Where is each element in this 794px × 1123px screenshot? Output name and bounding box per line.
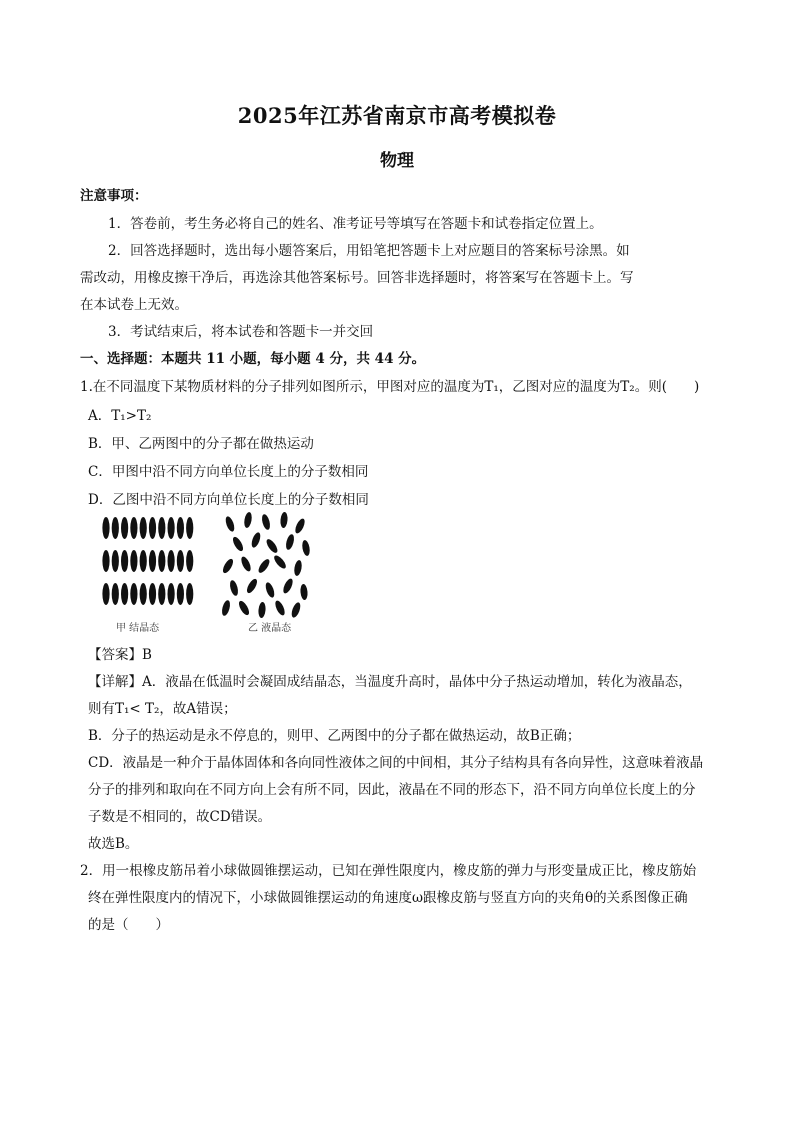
crystal-molecule — [130, 550, 137, 572]
crystal-molecule — [149, 550, 156, 572]
question-1-option-d: D．乙图中沿不同方向单位长度上的分子数相同 — [88, 492, 369, 508]
question-1-stem: 1.在不同温度下某物质材料的分子排列如图所示，甲图对应的温度为T₁，乙图对应的温度为T₂。则( ) — [80, 379, 700, 395]
crystal-molecule — [158, 583, 165, 605]
crystal-molecule — [130, 583, 137, 605]
crystal-molecule — [112, 517, 119, 539]
crystal-molecule — [149, 517, 156, 539]
subject-title: 物理 — [380, 151, 414, 171]
crystal-molecule — [102, 583, 109, 605]
crystal-molecule — [168, 583, 175, 605]
crystal-molecule — [168, 517, 175, 539]
question-2-stem-line-3: 的是（ ） — [88, 917, 169, 933]
notice-item-2-line-1: 2．回答选择题时，选出每小题答案后，用铅笔把答题卡上对应题目的答案标号涂黑。如 — [108, 243, 630, 259]
question-1-detail-line-1: 【详解】A．液晶在低温时会凝固成结晶态，当温度升高时，晶体中分子热运动增加，转化为液晶态， — [88, 674, 692, 690]
crystal-molecule — [177, 550, 184, 572]
question-1-detail-line-6: 子数是不相同的，故CD错误。 — [88, 809, 272, 825]
crystal-molecule — [186, 517, 193, 539]
crystal-state-caption: 甲 结晶态 — [116, 623, 160, 634]
crystal-molecule — [121, 550, 128, 572]
crystal-molecule — [121, 583, 128, 605]
question-1-detail-line-2: 则有T₁< T₂，故A错误； — [88, 701, 237, 717]
crystal-molecule — [130, 517, 137, 539]
crystal-molecule — [168, 550, 175, 572]
question-1-option-b: B．甲、乙两图中的分子都在做热运动 — [88, 436, 314, 452]
crystal-molecule — [102, 517, 109, 539]
notice-item-2-line-2: 需改动，用橡皮擦干净后，再选涂其他答案标号。回答非选择题时，将答案写在答题卡上。写 — [80, 270, 634, 286]
crystal-molecule — [177, 583, 184, 605]
question-1-conclusion: 故选B。 — [88, 836, 139, 852]
question-1-option-a: A．T₁>T₂ — [88, 408, 152, 424]
question-1-option-c: C．甲图中沿不同方向单位长度上的分子数相同 — [88, 464, 369, 480]
crystal-molecule — [140, 583, 147, 605]
section-heading: 一、选择题：本题共 11 小题，每小题 4 分，共 44 分。 — [80, 351, 426, 367]
notice-item-2-line-3: 在本试卷上无效。 — [80, 297, 188, 313]
question-1-detail-line-5: 分子的排列和取向在不同方向上会有所不同，因此，液晶在不同的形态下，沿不同方向单位长度上的分 — [88, 782, 696, 798]
crystal-molecule — [186, 583, 193, 605]
page-title: 2025年江苏省南京市高考模拟卷 — [237, 103, 557, 128]
crystal-molecule — [140, 550, 147, 572]
question-2-stem-line-1: 2．用一根橡皮筋吊着小球做圆锥摆运动，已知在弹性限度内，橡皮筋的弹力与形变量成正比，橡皮筋始 — [80, 863, 697, 879]
crystal-molecule — [140, 517, 147, 539]
question-1-detail-line-4: CD．液晶是一种介于晶体固体和各向同性液体之间的中间相，其分子结构具有各向异性，这意味着液晶 — [88, 755, 704, 771]
crystal-molecule — [121, 517, 128, 539]
question-1-answer: 【答案】B — [88, 647, 152, 663]
crystal-molecule — [112, 583, 119, 605]
crystal-molecule — [158, 550, 165, 572]
crystal-molecule — [158, 517, 165, 539]
crystal-molecule — [177, 517, 184, 539]
notice-item-1: 1．答卷前，考生务必将自己的姓名、准考证号等填写在答题卡和试卷指定位置上。 — [108, 216, 603, 232]
crystal-molecule — [186, 550, 193, 572]
crystal-molecule — [112, 550, 119, 572]
crystal-molecule — [102, 550, 109, 572]
notice-item-3: 3．考试结束后，将本试卷和答题卡一并交回 — [108, 324, 374, 340]
question-1-detail-line-3: B．分子的热运动是永不停息的，则甲、乙两图中的分子都在做热运动，故B正确； — [88, 728, 581, 744]
crystal-molecule — [149, 583, 156, 605]
liquid-crystal-caption: 乙 液晶态 — [248, 623, 292, 634]
crystal-state-figure — [100, 514, 200, 614]
question-2-stem-line-2: 终在弹性限度内的情况下，小球做圆锥摆运动的角速度ω跟橡皮筋与竖直方向的夹角θ的关系图像正确 — [88, 890, 688, 906]
notice-heading: 注意事项： — [80, 188, 148, 204]
liquid-crystal-figure — [218, 510, 313, 618]
